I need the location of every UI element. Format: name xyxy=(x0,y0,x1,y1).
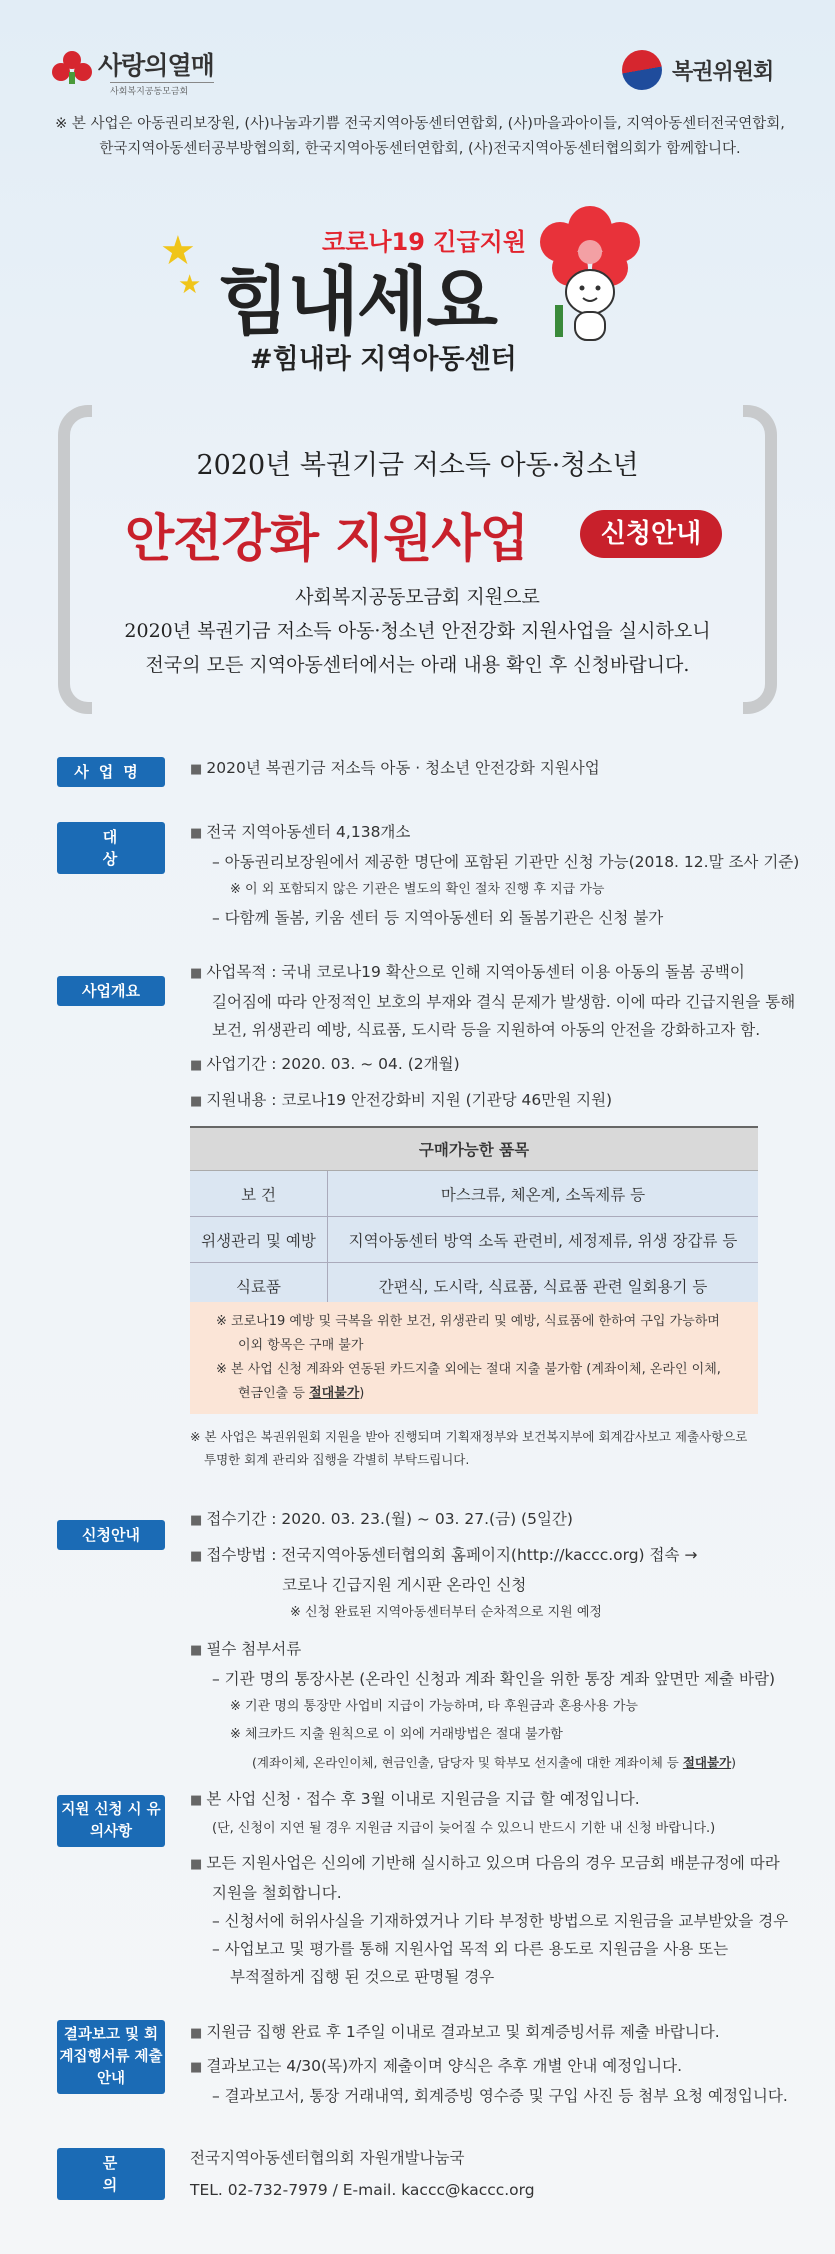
caution-line: – 사업보고 및 평가를 통해 지원사업 목적 외 다른 용도로 지원금을 사용 또는 xyxy=(212,1940,729,1958)
intro-text xyxy=(80,580,755,682)
goods-category: 식료품 xyxy=(190,1263,328,1309)
application-line: ■ 접수기간 : 2020. 03. 23.(월) ~ 03. 27.(금) (5일간) xyxy=(190,1505,790,1535)
caution-line: ※ 본 사업 신청 계좌와 연동된 카드지출 외에는 절대 지출 불가함 (계좌이체, 온라인 이체, xyxy=(216,1362,721,1377)
label-report: 결과보고 및 회계집행서류 제출 안내 xyxy=(57,2020,165,2094)
goods-table xyxy=(190,1126,758,1309)
purchase-caution-box xyxy=(190,1302,758,1414)
notice-line: ※ 본 사업은 아동권리보장원, (사)나눔과기쁨 전국지역아동센터연합회, (사)마을과아이들, 지역아동센터전국연합회, xyxy=(55,116,785,132)
main-title: 안전강화 지원사업 xyxy=(125,509,528,569)
label-contact: 문의 xyxy=(57,2148,165,2200)
label-project-name: 사업명 xyxy=(57,757,165,787)
taegeuk-icon xyxy=(622,50,662,90)
title-subtitle: 2020년 복권기금 저소득 아동·청소년 xyxy=(196,450,639,481)
caution-line: ※ 코로나19 예방 및 극복을 위한 보건, 위생관리 및 예방, 식료품에 한하여 구입 가능하며 xyxy=(216,1314,720,1329)
target-line: ※ 이 외 포함되지 않은 기관은 별도의 확인 절차 진행 후 지급 가능 xyxy=(230,882,605,897)
partner-notice xyxy=(40,112,800,162)
overview-line: ■ 지원내용 : 코로나19 안전강화비 지원 (기관당 46만원 지원) xyxy=(190,1086,790,1116)
overview-line: ■ 사업목적 : 국내 코로나19 확산으로 인해 지역아동센터 이용 아동의 돌봄 공백이 xyxy=(190,958,790,988)
application-line: (계좌이체, 온라인이체, 현금인출, 담당자 및 학부모 선지출에 대한 계좌이체 등 절대불가) xyxy=(252,1755,737,1770)
star-icon: ★ xyxy=(160,228,196,274)
org-right-name: 복권위원회 xyxy=(672,59,774,85)
goods-category: 위생관리 및 예방 xyxy=(190,1217,328,1263)
target-body xyxy=(190,818,800,932)
caution-line: 부적절하게 집행 된 것으로 판명될 경우 xyxy=(230,1968,495,1986)
caution-line: 이외 항목은 구매 불가 xyxy=(238,1338,364,1353)
overview-line: ■ 사업기간 : 2020. 03. ~ 04. (2개월) xyxy=(190,1050,790,1080)
contact-body xyxy=(190,2144,790,2204)
goods-items: 간편식, 도시락, 식료품, 식료품 관련 일회용기 등 xyxy=(328,1263,759,1309)
table-row xyxy=(190,1217,758,1263)
target-line: – 아동권리보장원에서 제공한 명단에 포함된 기관만 신청 가능(2018. 12.말 조사 기준) xyxy=(212,853,800,871)
label-application: 신청안내 xyxy=(57,1520,165,1550)
overview-line: 길어짐에 따라 안정적인 보호의 부재와 결식 문제가 발생함. 이에 따라 긴급지원을 통해 xyxy=(212,993,796,1011)
caution-line: 지원을 철회합니다. xyxy=(212,1884,342,1902)
application-line: ■ 필수 첨부서류 xyxy=(190,1635,790,1665)
star-icon: ★ xyxy=(178,270,202,300)
lottery-commission-logo xyxy=(622,50,773,90)
caution-line: (단, 신청이 지연 될 경우 지원금 지급이 늦어질 수 있으니 반드시 기한 내 신청 바랍니다.) xyxy=(212,1821,716,1836)
overview-body xyxy=(190,958,796,1116)
org-left-sub: 사회복지공동모금회 xyxy=(110,82,214,97)
application-line: ■ 접수방법 : 전국지역아동센터협의회 홈페이지(http://kaccc.org) 접속 → xyxy=(190,1541,790,1571)
lovefruit-logo xyxy=(52,48,214,97)
application-line: ※ 신청 완료된 지역아동센터부터 순차적으로 지원 예정 xyxy=(290,1605,602,1620)
intro-line: 2020년 복권기금 저소득 아동·청소년 안전강화 지원사업을 실시하오니 xyxy=(124,620,711,642)
covid-label: 코로나19 긴급지원 xyxy=(322,228,527,256)
application-line: – 기관 명의 통장사본 (온라인 신청과 계좌 확인을 위한 통장 계좌 앞면만 제출 바람) xyxy=(212,1670,776,1688)
application-line: ※ 체크카드 지출 원칙으로 이 외에 거래방법은 절대 불가함 xyxy=(230,1727,563,1742)
mascot-icon xyxy=(525,200,655,350)
target-line: – 다함께 돌봄, 키움 센터 등 지역아동센터 외 돌봄기관은 신청 불가 xyxy=(212,909,664,927)
overview-footnote xyxy=(190,1425,790,1471)
intro-line: 사회복지공동모금회 지원으로 xyxy=(295,586,540,608)
cheer-text: 힘내세요 xyxy=(218,259,496,345)
application-body xyxy=(190,1505,790,1777)
caution-line: ■ 본 사업 신청 · 접수 후 3월 이내로 지원금을 지급 할 예정입니다. xyxy=(190,1785,790,1815)
lovefruit-icon xyxy=(52,51,92,91)
label-target: 대상 xyxy=(57,822,165,874)
caution-line: ■ 모든 지원사업은 신의에 기반해 실시하고 있으며 다음의 경우 모금회 배분규정에 따라 xyxy=(190,1849,790,1879)
caution-line: – 신청서에 허위사실을 기재하였거나 기타 부정한 방법으로 지원금을 교부받았을 경우 xyxy=(212,1912,789,1930)
strictly-forbidden-text: 절대불가 xyxy=(309,1386,360,1401)
project-name-text: ■ 2020년 복권기금 저소득 아동 · 청소년 안전강화 지원사업 xyxy=(190,754,790,784)
report-body xyxy=(190,2018,790,2110)
application-line: ※ 기관 명의 통장만 사업비 지급이 가능하며, 타 후원금과 혼용사용 가능 xyxy=(230,1699,638,1714)
label-overview: 사업개요 xyxy=(57,976,165,1006)
table-row xyxy=(190,1171,758,1217)
intro-line: 전국의 모든 지역아동센터에서는 아래 내용 확인 후 신청바랍니다. xyxy=(145,654,690,676)
contact-org: 전국지역아동센터협의회 자원개발나눔국 xyxy=(190,2149,465,2167)
target-line: ■ 전국 지역아동센터 4,138개소 xyxy=(190,818,790,848)
report-line: – 결과보고서, 통장 거래내역, 회계증빙 영수증 및 구입 사진 등 첨부 요청 예정입니다. xyxy=(212,2087,788,2105)
caution-body xyxy=(190,1785,790,1991)
goods-category: 보 건 xyxy=(190,1171,328,1217)
report-line: ■ 지원금 집행 완료 후 1주일 이내로 결과보고 및 회계증빙서류 제출 바랍니다. xyxy=(190,2018,790,2048)
strictly-forbidden-text: 절대불가 xyxy=(682,1755,732,1770)
report-line: ■ 결과보고는 4/30(목)까지 제출이며 양식은 추후 개별 안내 예정입니다. xyxy=(190,2052,790,2082)
hashtag: #힘내라 지역아동센터 xyxy=(250,344,517,375)
goods-items: 마스크류, 체온계, 소독제류 등 xyxy=(328,1171,759,1217)
overview-line: 보건, 위생관리 예방, 식료품, 도시락 등을 지원하여 아동의 안전을 강화하고자 함. xyxy=(212,1021,761,1039)
caution-line: 현금인출 등 절대불가) xyxy=(238,1386,365,1401)
application-line: 코로나 긴급지원 게시판 온라인 신청 xyxy=(282,1576,527,1594)
project-name-body xyxy=(190,754,790,784)
goods-items: 지역아동센터 방역 소독 관련비, 세정제류, 위생 장갑류 등 xyxy=(328,1217,759,1263)
org-left-name: 사랑의열매 xyxy=(98,50,214,80)
footnote-line: ※ 본 사업은 복권위원회 지원을 받아 진행되며 기획재정부와 보건복지부에 회계감사보고 제출사항으로 xyxy=(190,1429,748,1444)
apply-badge: 신청안내 xyxy=(580,510,722,558)
contact-tel: TEL. 02-732-7979 / E-mail. kaccc@kaccc.org xyxy=(190,2181,535,2199)
footnote-line: 투명한 회계 관리와 집행을 각별히 부탁드립니다. xyxy=(204,1452,470,1467)
goods-table-header: 구매가능한 품목 xyxy=(190,1127,758,1171)
notice-line: 한국지역아동센터공부방협의회, 한국지역아동센터연합회, (사)전국지역아동센터협의회가 함께합니다. xyxy=(99,141,741,157)
label-caution: 지원 신청 시 유의사항 xyxy=(57,1795,165,1847)
